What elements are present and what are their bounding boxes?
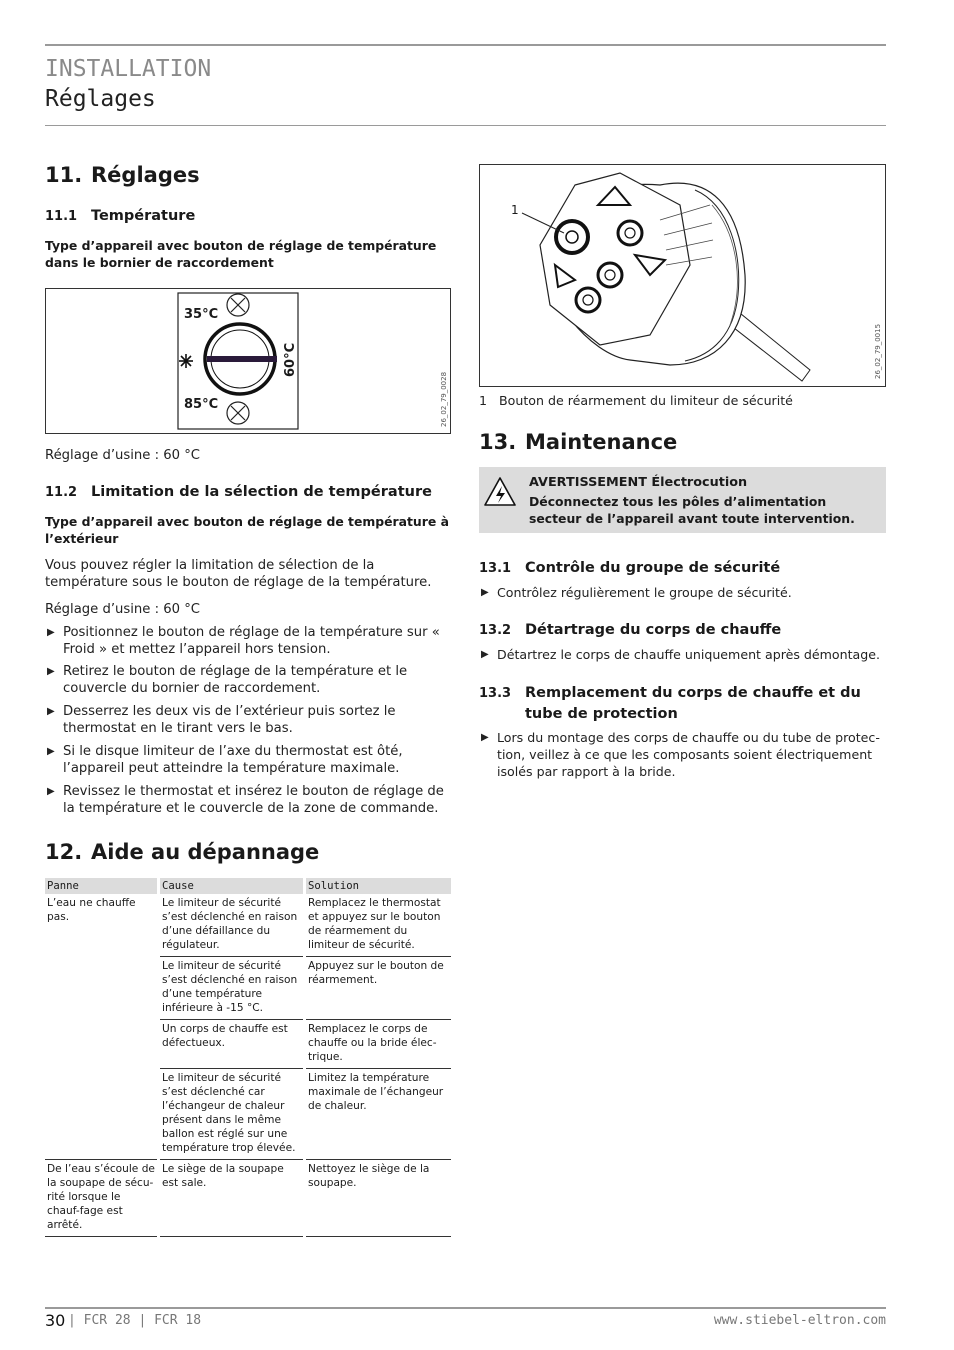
section-13-title: 13. Maintenance xyxy=(479,430,678,454)
table-header-row xyxy=(45,878,451,894)
page-number: 30 xyxy=(45,1311,66,1330)
cell-cause: Le limiteur de sécurité s’est déclenché en raison d’une température inférieure à -15 °C. xyxy=(160,957,303,1020)
section-11-2-factory: Réglage d’usine : 60 °C xyxy=(45,602,201,617)
col-header-cause: Cause xyxy=(160,878,303,894)
cell-cause: Un corps de chauffe est défectueux. xyxy=(160,1020,303,1069)
figure-2-legend: 1 Bouton de réarmement du limiteur de sécurité xyxy=(479,393,793,408)
table-row xyxy=(45,1160,451,1237)
electrocution-warning-icon xyxy=(483,475,517,509)
section-13-1-title: 13.1 Contrôle du groupe de sécurité xyxy=(479,560,781,576)
header-top-rule xyxy=(45,44,886,46)
section-13-3-title: 13.3 Remplacement du corps de chauffe et du tube de protection xyxy=(479,685,861,722)
section-11-2-title: 11.2 Limitation de la sélection de température xyxy=(45,484,432,500)
cell-panne: L’eau ne chauffe pas. xyxy=(45,894,157,1160)
footer-url[interactable]: www.stiebel-eltron.com xyxy=(713,1313,886,1328)
section-11-title: 11. Réglages xyxy=(45,163,200,187)
callout-1: 1 xyxy=(511,203,519,217)
footer-models: | FCR 28 | FCR 18 xyxy=(68,1313,202,1328)
col-header-panne: Panne xyxy=(45,878,157,894)
step-3: ▶ Desserrez les deux vis de l’extérieur puis sortez le thermostat en le tirant vers le bas. xyxy=(45,703,455,737)
cell-cause: Le siège de la soupape est sale. xyxy=(160,1160,303,1237)
step-13-1: ▶ Contrôlez régulièrement le groupe de sécurité. xyxy=(479,584,887,601)
step-1: ▶ Positionnez le bouton de réglage de la température sur « Froid » et mettez l’appareil hors tension. xyxy=(45,624,453,658)
figure-thermostat-dial xyxy=(45,288,451,434)
warning-text: Déconnectez tous les pôles d’alimentation secteur de l’appareil avant toute intervention. xyxy=(529,494,855,526)
cell-cause: Le limiteur de sécurité s’est déclenché car l’échangeur de chaleur présent dans le même ballon est réglé sur une température trop élevée. xyxy=(160,1069,303,1160)
warning-title: AVERTISSEMENT Électrocution xyxy=(529,475,748,490)
section-11-1-title: 11.1 Température xyxy=(45,208,196,224)
step-2: ▶ Retirez le bouton de réglage de la température et le couvercle du bornier de raccordement. xyxy=(45,663,453,697)
table-row xyxy=(45,894,451,957)
thermostat-dial-drawing xyxy=(46,289,450,433)
heater-flange-drawing xyxy=(480,165,885,386)
section-13-2-title: 13.2 Détartrage du corps de chauffe xyxy=(479,622,782,638)
step-13-3: ▶ Lors du montage des corps de chauffe ou du tube de protec-tion, veillez à ce que les composants soient électriquement isolés par rapport à la bride. xyxy=(479,729,885,780)
step-4: ▶ Si le disque limiteur de l’axe du thermostat est ôté, l’appareil peut atteindre la température maximale. xyxy=(45,743,455,777)
col-header-solution: Solution xyxy=(306,878,451,894)
cell-solution: Appuyez sur le bouton de réarmement. xyxy=(306,957,451,1020)
section-12-title: 12. Aide au dépannage xyxy=(45,840,320,864)
section-11-1-type: Type d’appareil avec bouton de réglage de température dans le bornier de raccordement xyxy=(45,238,437,270)
cell-solution: Remplacez le corps de chauffe ou la bride élec-trique. xyxy=(306,1020,451,1069)
figure-reset-button xyxy=(479,164,886,387)
header-section: INSTALLATION xyxy=(45,56,212,82)
cell-solution: Remplacez le thermostat et appuyez sur le bouton de réarmement du limiteur de sécurité. xyxy=(306,894,451,957)
cell-solution: Nettoyez le siège de la soupape. xyxy=(306,1160,451,1237)
cell-panne: De l’eau s’écoule de la soupape de sécu-rité lorsque le chauf-fage est arrêté. xyxy=(45,1160,157,1237)
section-11-1-factory: Réglage d’usine : 60 °C xyxy=(45,448,201,463)
cell-solution: Limitez la température maximale de l’échangeur de chaleur. xyxy=(306,1069,451,1160)
cell-cause: Le limiteur de sécurité s’est déclenché en raison d’une défaillance du régulateur. xyxy=(160,894,303,957)
dial-label-85: 85°C xyxy=(184,397,219,412)
troubleshooting-table xyxy=(42,878,454,1237)
step-5: ▶ Revissez le thermostat et insérez le bouton de réglage de la température et le couvercle de la zone de commande. xyxy=(45,783,455,817)
header-bottom-rule xyxy=(45,125,886,126)
header-subsection: Réglages xyxy=(45,86,156,112)
dial-label-35: 35°C xyxy=(184,307,219,322)
figure-2-code: 26_02_79_0015 xyxy=(874,323,882,379)
footer-rule xyxy=(45,1307,886,1309)
figure-1-code: 26_02_79_0028 xyxy=(440,371,448,427)
section-11-2-type: Type d’appareil avec bouton de réglage de température à l’extérieur xyxy=(45,514,449,546)
dial-label-60: 60°C xyxy=(283,342,298,377)
step-13-2: ▶ Détartrez le corps de chauffe uniquement après démontage. xyxy=(479,646,897,663)
warning-box xyxy=(479,467,886,533)
section-11-2-intro: Vous pouvez régler la limitation de sélection de la température sous le bouton de réglage de la température. xyxy=(45,558,432,590)
